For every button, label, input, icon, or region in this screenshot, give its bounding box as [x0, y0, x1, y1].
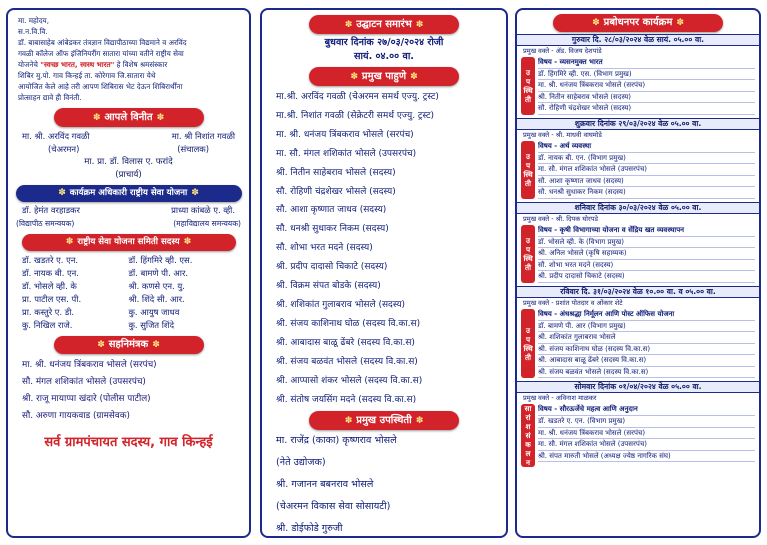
- inauguration-title: ✽ उद्घाटन समारंभ ✽: [309, 15, 459, 34]
- attendee: डॉ. बामणे पी. आर (विभाग प्रमुख): [538, 321, 755, 333]
- program-subject: विषय - अर्थ व्यवस्था: [538, 141, 755, 153]
- nss-officer-title: ✽ कार्यक्रम अधिकारी राष्ट्रीय सेवा योजना ✽: [16, 185, 242, 202]
- program-day-1: [517, 34, 759, 115]
- intro-line-2: गवळी कॉलेज ऑफ इंजिनियरींग सातारा यांच्या वतीने राष्ट्रीय सेवा: [18, 49, 184, 58]
- inauguration-date: बुधवार दिनांक २७/०३/२०२४ रोजी: [324, 37, 444, 48]
- attendance-label: उ प स्थि ती: [521, 225, 535, 283]
- guest-item: सौ. धनश्री सुधाकर निकम (सदस्य): [276, 224, 389, 235]
- committee-member: डॉ. बामणे पी. आर.: [128, 268, 189, 278]
- star-icon: ✽: [97, 340, 105, 350]
- present-item: (चेअरमन विकास सेवा सोसायटी): [276, 501, 391, 513]
- guest-item: श्री. प्रदीप दादासो चिकाटे (सदस्य): [276, 262, 388, 273]
- guest-item: श्री. आप्पासो शंकर भोसले (सदस्य वि.का.स): [276, 375, 423, 386]
- program-day-heading: शनिवार दिनांक ३०/०३/२०२४ वेळ ०५.०० वा.: [517, 202, 759, 214]
- attendee: मा. श्री. धनंजय त्रिंबकराव भोसले (सरपंच): [538, 428, 755, 440]
- principal-name: मा. प्रा. डॉ. विलास ए. फरांदे: [84, 157, 173, 167]
- attendee: डॉ. खडतरे ए. एन. (विभाग प्रमुख): [538, 416, 755, 428]
- summary-label: सा रां श सं क ल न: [521, 404, 535, 467]
- guest-item: श्री. संतोष जयसिंग मदने (सदस्य वि.का.स): [276, 394, 417, 405]
- intro-line-3b: हे विशेष श्रमसंस्कार: [116, 60, 168, 69]
- cooperation-member: श्री. राजू मायाप्पा खंदारे (पोलीस पाटील): [22, 394, 151, 404]
- program-day-heading: सोमवार दिनांक ०१/०४/२०२४ वेळ ०५.०० वा.: [517, 381, 759, 393]
- committee-list: [8, 254, 249, 332]
- committee-member: प्रा. कस्तुरे ए. डी.: [22, 307, 75, 317]
- attendee: श्री. नितीन साहेबराव भोसले (सदस्य): [538, 92, 755, 104]
- nss-officer-role: (महाविद्यालय समन्वयक): [173, 219, 241, 228]
- principal-role: (प्राचार्य): [115, 170, 142, 180]
- cooperation-member: सौ. मंगल शशिकांत भोसले (उपसरपंच): [22, 377, 146, 387]
- attendance-label: उ प स्थि ती: [521, 309, 535, 379]
- star-icon: ✽: [410, 72, 418, 82]
- star-icon: ✽: [415, 416, 424, 427]
- committee-member: कु. आयुष जाधव: [128, 307, 180, 317]
- committee-member: प्रा. पाटील एस. पी.: [22, 294, 82, 304]
- guest-item: श्री. नितीन साहेबराव भोसले (सदस्य): [276, 167, 396, 178]
- invitation-panel: [6, 8, 251, 538]
- program-speaker: प्रमुख वक्ते - अविनाश माळकर: [523, 394, 597, 403]
- star-icon: ✽: [65, 237, 74, 247]
- attendee: डॉ. भोसले व्ही. के (विभाग प्रमुख): [538, 237, 755, 249]
- committee-member: डॉ. भोसले व्ही. के: [22, 281, 77, 291]
- guest-item: सौ. शोभा भरत मदने (सदस्य): [276, 243, 373, 254]
- star-icon: ✽: [92, 113, 101, 123]
- attendee: मा. सौ. मंगल शशिकांत भोसले (उपसरपंच): [538, 439, 755, 451]
- attendee: श्री. संजय काशिनाथ घोळ (सदस्य वि.का.स): [538, 344, 755, 356]
- committee-member: कु. निखिल राजे.: [22, 320, 73, 330]
- chief-guests-list: [262, 86, 506, 409]
- attendee: श्री. प्रदीप दादासो चिकाटे (सदस्य): [538, 271, 755, 283]
- star-icon: ✽: [592, 18, 600, 28]
- present-title: ✽ प्रमुख उपस्थिती ✽: [309, 411, 459, 430]
- program-day-2: [517, 118, 759, 199]
- inauguration-panel: [260, 8, 508, 538]
- guest-item: श्री. आबादास बाळू ढेंबरे (सदस्य वि.का.स): [276, 337, 415, 348]
- program-day-heading: रविवार दि. ३१/०३/२०२४ वेळ १०.०० वा. व ०५.०० वा.: [517, 286, 759, 298]
- cooperation-member: मा. श्री. धनंजय त्रिंबकराव भोसले (सरपंच): [22, 360, 157, 370]
- nss-officer-name: प्राध्या कांबळे ए. व्ही.: [171, 205, 235, 215]
- committee-member: कु. सुजित शिंदे: [128, 320, 175, 330]
- program-day-4: [517, 286, 759, 379]
- committee-member: श्री. कणसे एन. यु.: [128, 281, 185, 291]
- star-icon: ✽: [344, 20, 353, 30]
- star-icon: ✽: [152, 340, 160, 350]
- chief-guests-title: ✽ प्रमुख पाहुणे ✽: [309, 67, 459, 86]
- program-subject: विषय - सौरऊर्जेचे महत्व आणि अनुदान: [538, 404, 755, 416]
- guest-item: सौ. रोहिणी चंद्रशेखर भोसले (सदस्य): [276, 186, 396, 197]
- guest-item: श्री. शशिकांत गुलाबराव भोसले (सदस्य): [276, 299, 406, 310]
- attendance-label: उ प स्थि ती: [521, 57, 535, 115]
- attendee: श्री. अनिल भोसले (कृषि सहाय्यक): [538, 248, 755, 260]
- committee-member: डॉ. हिंगमिरे व्ही. एस.: [128, 255, 193, 265]
- present-list: [262, 430, 506, 538]
- attendee: सौ. शोभा भरत मदने (सदस्य): [538, 260, 755, 272]
- program-day-heading: शुक्रवार दिनांक २९/०३/२०२४ वेळ ०५.०० वा.: [517, 118, 759, 130]
- greeting-line-1: मा. महोदय,: [18, 16, 49, 25]
- attendee: डॉ. नायक बी. एन. (विभाग प्रमुख): [538, 153, 755, 165]
- inviter-role: (चेअरमन): [48, 144, 80, 154]
- committee-title: ✽ राष्ट्रीय सेवा योजना समिती सदस्य ✽: [22, 234, 236, 251]
- program-subject: विषय - व्यसनमुक्त भारत: [538, 57, 755, 69]
- invitation-intro: [8, 10, 249, 103]
- attendee: सौ. आशा कृष्णात जाधव (सदस्य): [538, 176, 755, 188]
- program-subject: विषय - अंधश्रद्धा निर्मूलन आणि पोस्ट ऑफिस योजना: [538, 309, 755, 321]
- guest-item: मा.श्री. निशांत गवळी (सेक्रेटरी समर्थ एज्यु. ट्रस्ट): [276, 110, 435, 121]
- star-icon: ✽: [58, 188, 66, 198]
- camp-slogan: "स्वच्छ भारत, स्वस्थ भारत": [40, 60, 115, 69]
- nss-officer-name: डॉ. हेमंत वरहाडकर: [22, 205, 80, 215]
- guest-item: मा. श्री. धनंजय त्रिंबकराव भोसले (सरपंच): [276, 129, 414, 140]
- program-speaker: प्रमुख वक्ते - प्रशांत पोतदार व ओंकार शेटे: [523, 298, 623, 307]
- program-speaker: प्रमुख वक्ते - श्री. माधवी वाघमोडे: [523, 130, 602, 139]
- guest-item: सौ. आशा कृष्णात जाधव (सदस्य): [276, 205, 387, 216]
- program-day-heading: गुरुवार दि. २८/०३/२०२४ वेळ सायं. ०५.०० वा.: [517, 34, 759, 46]
- star-icon: ✽: [156, 113, 165, 123]
- attendee: मा. श्री. धनंजय त्रिंबकराव भोसले (सरपंच): [538, 80, 755, 92]
- attendee: डॉ. हिंगमिरे व्ही. एस. (विभाग प्रमुख): [538, 69, 755, 81]
- guest-item: मा. सौ. मंगल शशिकांत भोसले (उपसरपंच): [276, 148, 417, 159]
- guest-item: मा.श्री. अरविंद गवळी (चेअरमन समर्थ एज्यु. ट्रस्ट): [276, 92, 439, 102]
- intro-line-6: प्रोत्साहन द्यावे ही विनंती.: [18, 93, 82, 102]
- inviters-title: ✽ आपले विनीत ✽: [54, 108, 204, 127]
- guest-item: श्री. विक्रम संपत बोडके (सदस्य): [276, 281, 381, 292]
- star-icon: ✽: [415, 20, 424, 30]
- committee-member: डॉ. नायक बी. एन.: [22, 268, 79, 278]
- present-item: श्री. गजानन बबनराव भोसले: [276, 479, 374, 491]
- committee-member: श्री. शिंदे सी. आर.: [128, 294, 185, 304]
- program-subject: विषय - कृषी विभागाच्या योजना व सेंद्रिय खत व्यवस्थापन: [538, 225, 755, 237]
- present-item: श्री. डोईफोडे गुरुजी: [276, 523, 343, 535]
- cooperation-member: सौ. अरुणा गायकवाड (ग्रामसेवक): [22, 411, 130, 421]
- greeting-line-2: स.न.वि.वि.: [18, 27, 48, 36]
- intro-line-4: शिबिर मु.पो. गाव किन्हई ता. कोरेगाव जि.सातारा येथे: [18, 71, 156, 80]
- inauguration-time: सायं. ०४.०० वा.: [354, 51, 414, 62]
- present-item: मा. राजेंद्र (काका) कृष्णराव भोसले: [276, 435, 397, 447]
- star-icon: ✽: [350, 72, 358, 82]
- inviter-name: मा. श्री निशांत गवळी: [171, 131, 235, 141]
- attendee: मा. सौ. मंगल शशिकांत भोसले (उपसरपंच): [538, 164, 755, 176]
- intro-line-5: आयोजित केले आहे तरी आपण शिबिरास भेट देऊन शिबिरार्थींना: [18, 82, 183, 91]
- cooperation-list: [8, 354, 249, 425]
- attendee: श्री. आबादास बाळू ढेंबरे (सदस्य वि.का.स): [538, 355, 755, 367]
- program-title: ✽ प्रबोधनपर कार्यक्रम ✽: [553, 14, 723, 32]
- inviter-role: (संचालक): [177, 144, 209, 154]
- attendee: श्री. संपत मारुती भोसले (अध्यक्ष ज्येष्ठ नागरिक संघ): [538, 451, 755, 463]
- attendance-label: उ प स्थि ती: [521, 141, 535, 199]
- program-speaker: प्रमुख वक्ते - ॲड. विजय देशपांडे: [523, 47, 602, 55]
- guest-item: श्री. संजय बळवंत भोसले (सदस्य वि.का.स): [276, 356, 418, 367]
- present-item: (नेते उद्योजक): [276, 457, 326, 469]
- star-icon: ✽: [183, 237, 192, 247]
- committee-member: डॉ. खडतरे ए. एन.: [22, 255, 79, 265]
- star-icon: ✽: [191, 188, 199, 198]
- cooperation-title: ✽ सहनिमंत्रक ✽: [54, 336, 204, 354]
- star-icon: ✽: [344, 416, 353, 427]
- program-speaker: प्रमुख वक्ते - श्री. दिपक घोरपडे: [523, 214, 598, 223]
- intro-line-1: डॉ. बाबासाहेब आंबेडकर तंत्रज्ञान विद्यापीठाच्या विद्यमाने व अरविंद: [18, 38, 187, 47]
- program-day-5: [517, 381, 759, 467]
- program-day-3: [517, 202, 759, 283]
- attendee: श्री. संजय बळवंत भोसले (सदस्य वि.का.स): [538, 367, 755, 379]
- guest-item: श्री. संजय काशिनाथ घोळ (सदस्य वि.का.स): [276, 318, 421, 329]
- intro-line-3a: योजनेचे: [18, 60, 38, 69]
- inviter-name: मा. श्री. अरविंद गवळी: [22, 131, 90, 141]
- star-icon: ✽: [676, 18, 684, 28]
- attendee: सौ. धनश्री सुधाकर निकम (सदस्य): [538, 187, 755, 199]
- footer-all-members: सर्व ग्रामपंचायत सदस्य, गाव किन्हई: [44, 435, 213, 450]
- program-panel: [515, 8, 761, 538]
- attendee: सौ. रोहिणी चंद्रशेखर भोसले (सदस्य): [538, 103, 755, 115]
- attendee: श्री. शशिकांत गुलाबराव भोसले: [538, 332, 755, 344]
- nss-officer-role: (विद्यापीठ समन्वयक): [16, 219, 75, 228]
